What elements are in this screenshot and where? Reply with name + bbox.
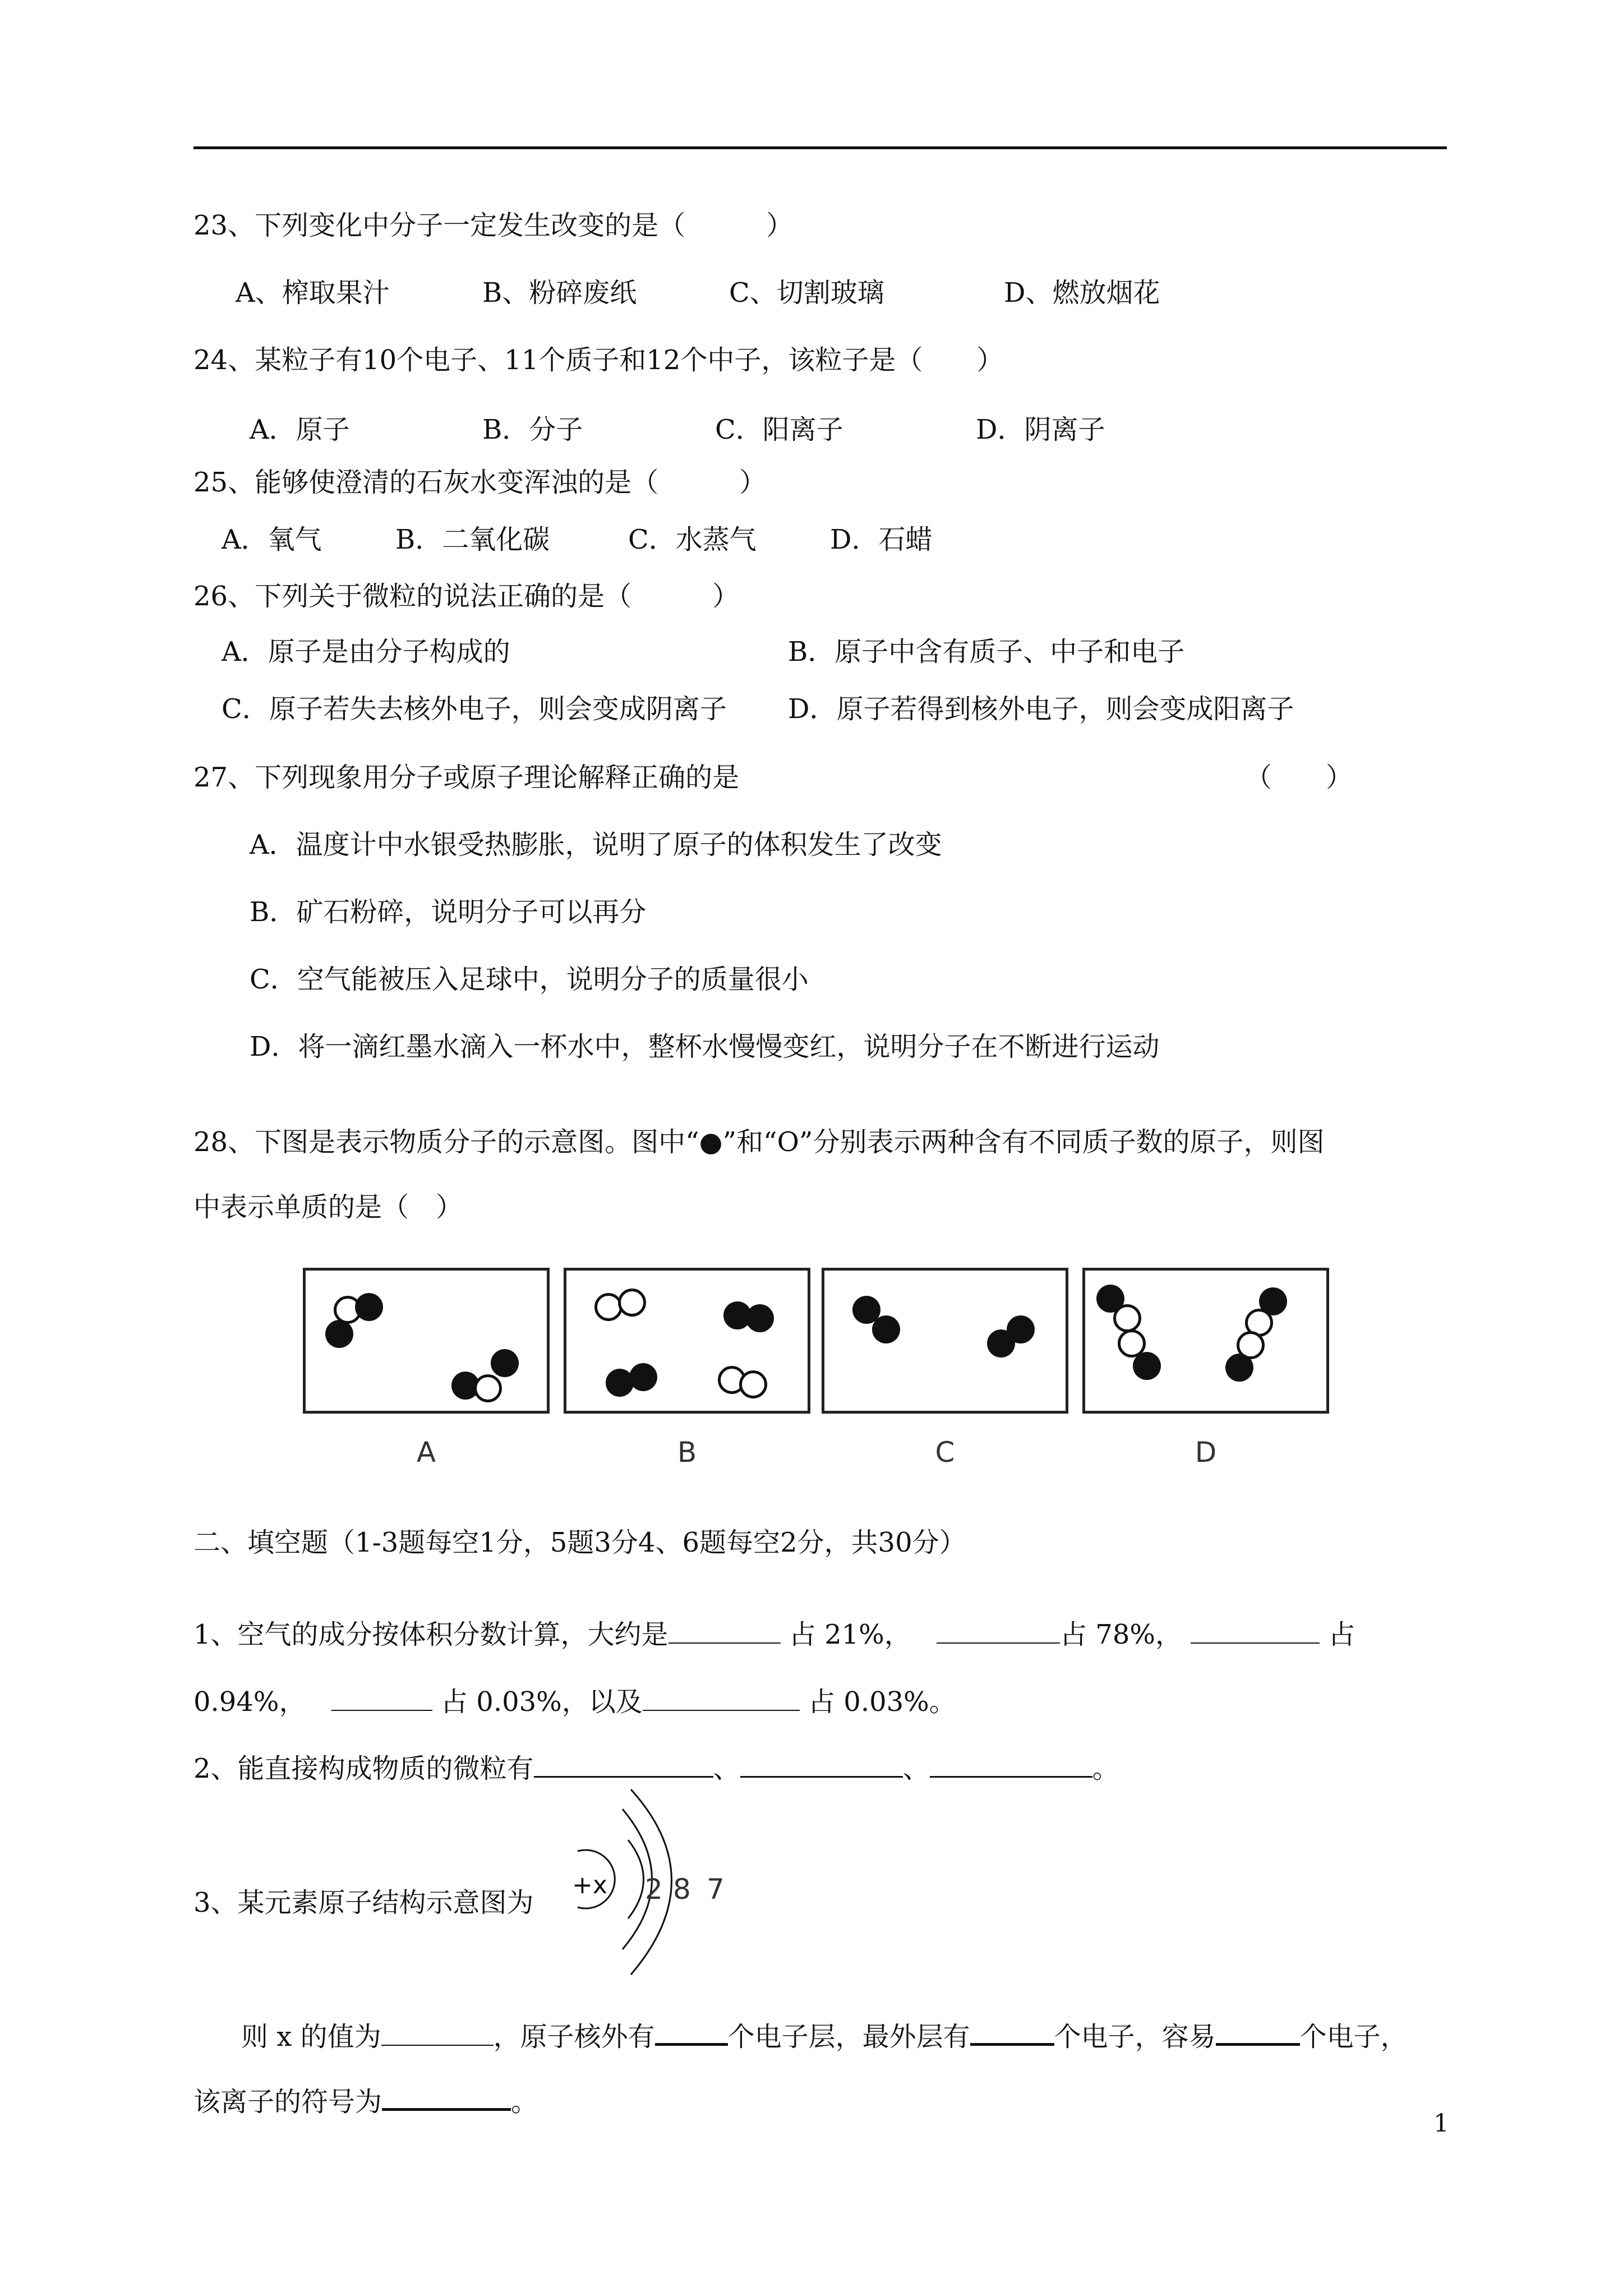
white-atom [474,1374,502,1402]
fill3-line3 [193,2083,538,2119]
fill2-text-a: 2、能直接构成物质的微粒有 [193,1753,534,1784]
molecule-box-c [822,1268,1068,1414]
fill3-text-b3: 个电子层，最外层有 [727,2021,970,2053]
q26-option-a: A．原子是由分子构成的 [222,636,510,668]
q24-option-d: D．阴离子 [976,414,1105,445]
q28-line2: 中表示单质的是（ ） [193,1191,463,1223]
molecule-box-b [564,1268,810,1414]
fill3-text-c1: 该离子的符号为 [193,2086,382,2118]
header-rule [193,146,1447,149]
q23-option-a: A、榨取果汁 [236,277,390,309]
fill3-blank-gain-lose[interactable] [1216,2018,1300,2046]
page-number: 1 [1433,2109,1449,2138]
q27-option-d: D．将一滴红墨水滴入一杯水中，整杯水慢慢变红，说明分子在不断进行运动 [250,1031,1160,1062]
molecule-label-b: B [677,1436,697,1469]
q27-answer-paren: （ ） [1245,762,1353,793]
q26-option-d: D．原子若得到核外电子，则会变成阳离子 [788,693,1294,725]
black-atom [491,1349,519,1377]
fill1-blank-5[interactable] [643,1685,800,1711]
fill1-text-e: 0.94%， [193,1686,306,1718]
black-atom [355,1293,383,1321]
black-atom [629,1363,657,1391]
fill3-blank-shells[interactable] [655,2018,728,2046]
q23-stem: 23、下列变化中分子一定发生改变的是（ ） [193,210,794,241]
fill1-line2 [193,1685,956,1719]
q24-stem: 24、某粒子有10个电子、11个质子和12个中子，该粒子是（ ） [193,344,1004,376]
shell-3-electrons: 7 [707,1873,725,1906]
fill1-blank-2[interactable] [937,1618,1060,1644]
fill1-text-c: 占 78%， [1060,1619,1182,1650]
q24-option-b: B．分子 [482,414,583,445]
molecule-label-d: D [1195,1436,1217,1469]
q27-option-c: C．空气能被压入足球中，说明分子的质量很小 [250,964,809,995]
fill1-blank-4[interactable] [331,1685,432,1711]
black-atom [325,1320,353,1348]
fill3-intro: 3、某元素原子结构示意图为 [193,1887,534,1918]
fill1-text-f: 占 0.03%，以及 [441,1686,643,1718]
white-atom [739,1370,767,1398]
fill1-text-d: 占 [1328,1619,1355,1650]
q25-option-d: D．石蜡 [830,524,933,555]
q28-line1: 28、下图是表示物质分子的示意图。图中“●”和“O”分别表示两种含有不同质子数的原子，则图 [193,1126,1325,1158]
q27-option-b: B．矿石粉碎，说明分子可以再分 [250,896,647,928]
fill3-line2 [241,2018,1408,2054]
fill3-text-b5: 个电子， [1299,2021,1408,2053]
fill3-blank-symbol[interactable] [382,2083,511,2111]
shell-2-electrons: 8 [673,1873,691,1906]
fill1-line1 [193,1618,1355,1651]
fill2-blank-1[interactable] [534,1751,713,1778]
black-atom [1225,1354,1253,1382]
fill1-blank-1[interactable] [668,1618,781,1644]
q26-option-c: C．原子若失去核外电子，则会变成阴离子 [222,693,727,725]
fill2-blank-3[interactable] [930,1751,1092,1778]
fill3-text-b1: 则 x 的值为 [241,2021,381,2053]
fill3-blank-x[interactable] [381,2020,494,2046]
q23-option-c: C、切割玻璃 [729,277,884,309]
q26-stem: 26、下列关于微粒的说法正确的是（ ） [193,581,740,612]
fill1-text-b: 占 21%， [789,1619,911,1650]
white-atom [1113,1304,1141,1332]
black-atom [1133,1352,1161,1380]
shell-1-electrons: 2 [645,1873,663,1906]
fill2-sep-2: 、 [902,1753,930,1784]
black-atom [1007,1315,1035,1343]
fill1-text-g: 占 0.03%。 [808,1686,956,1718]
atom-structure-diagram [561,1784,740,1997]
q25-option-c: C．水蒸气 [628,524,757,555]
molecule-diagram [303,1268,1335,1481]
fill2-blank-2[interactable] [740,1751,903,1778]
molecule-box-d [1082,1268,1329,1414]
fill3-text-b2: ，原子核外有 [493,2021,655,2053]
molecule-box-a [303,1268,550,1414]
fill2-line [193,1751,1119,1786]
molecule-label-a: A [416,1436,436,1469]
q25-option-b: B．二氧化碳 [395,524,550,555]
fill2-sep-1: 、 [713,1753,740,1784]
nucleus-charge: +x [572,1871,607,1899]
molecule-label-c: C [935,1436,955,1469]
q25-stem: 25、能够使澄清的石灰水变浑浊的是（ ） [193,467,767,498]
black-atom [746,1304,774,1332]
fill2-end: 。 [1092,1753,1119,1784]
section2-title: 二、填空题（1-3题每空1分，5题3分4、6题每空2分，共30分） [193,1527,966,1558]
q26-option-b: B．原子中含有质子、中子和电子 [788,636,1185,668]
fill1-text-a: 1、空气的成分按体积分数计算，大约是 [193,1619,668,1650]
fill3-text-b4: 个电子，容易 [1054,2021,1216,2053]
q25-option-a: A．氧气 [222,524,322,555]
q27-option-a: A．温度计中水银受热膨胀，说明了原子的体积发生了改变 [250,829,942,861]
electron-shell-1 [628,1840,644,1918]
fill3-text-c2: 。 [511,2086,538,2118]
black-atom [872,1315,900,1343]
q24-option-c: C．阳离子 [715,414,843,445]
q23-option-d: D、燃放烟花 [1004,277,1160,309]
fill1-blank-3[interactable] [1191,1618,1320,1644]
white-atom [618,1289,646,1317]
fill3-blank-outer[interactable] [970,2018,1054,2046]
q27-stem: 27、下列现象用分子或原子理论解释正确的是 [193,762,740,793]
q24-option-a: A．原子 [250,414,350,445]
q23-option-b: B、粉碎废纸 [482,277,637,309]
